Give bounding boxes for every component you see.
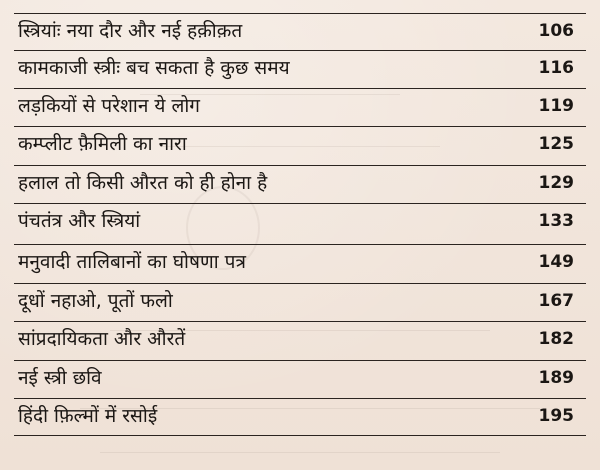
toc-entry-title: हलाल तो किसी औरत को ही होना है xyxy=(18,172,268,194)
toc-entry xyxy=(14,88,586,125)
toc-entry xyxy=(14,203,586,240)
toc-entry-title: सांप्रदायिकता और औरतें xyxy=(18,328,186,350)
toc-entry-title: नई स्त्री छवि xyxy=(18,367,102,389)
toc-entry-page-number: 133 xyxy=(538,211,574,231)
toc-entry-page-number: 149 xyxy=(538,252,574,272)
toc-entry-page-number: 125 xyxy=(538,134,574,154)
toc-entry-page-number: 167 xyxy=(538,291,574,311)
toc-entry-page-number: 129 xyxy=(538,173,574,193)
toc-entry-title: पंचतंत्र और स्त्रियां xyxy=(18,210,141,232)
toc-entry-page-number: 119 xyxy=(538,96,574,116)
toc-entry-page-number: 182 xyxy=(538,329,574,349)
toc-entry-title: कामकाजी स्त्रीः बच सकता है कुछ समय xyxy=(18,57,290,79)
toc-entry xyxy=(14,126,586,163)
toc-entry-title: स्त्रियांः नया दौर और नई हक़ीक़त xyxy=(18,20,243,42)
toc-entry-title: कम्प्लीट फ़ैमिली का नारा xyxy=(18,133,187,155)
toc-entry-title: मनुवादी तालिबानों का घोषणा पत्र xyxy=(18,251,246,273)
toc-entry-page-number: 116 xyxy=(538,58,574,78)
toc-entry-page-number: 189 xyxy=(538,368,574,388)
toc-entry xyxy=(14,244,586,281)
toc-entry-title: लड़कियों से परेशान ये लोग xyxy=(18,95,200,117)
toc-entry-page-number: 195 xyxy=(538,406,574,426)
toc-entry xyxy=(14,13,586,50)
toc-entry xyxy=(14,283,586,320)
toc-entry-title: हिंदी फ़िल्मों में रसोई xyxy=(18,405,158,427)
toc-entry xyxy=(14,360,586,397)
toc-entry xyxy=(14,398,586,436)
toc-entry xyxy=(14,321,586,358)
toc-entry-title: दूधों नहाओ, पूतों फलो xyxy=(18,290,173,312)
toc-entry xyxy=(14,50,586,87)
toc-entry-page-number: 106 xyxy=(538,21,574,41)
toc-entry xyxy=(14,165,586,202)
